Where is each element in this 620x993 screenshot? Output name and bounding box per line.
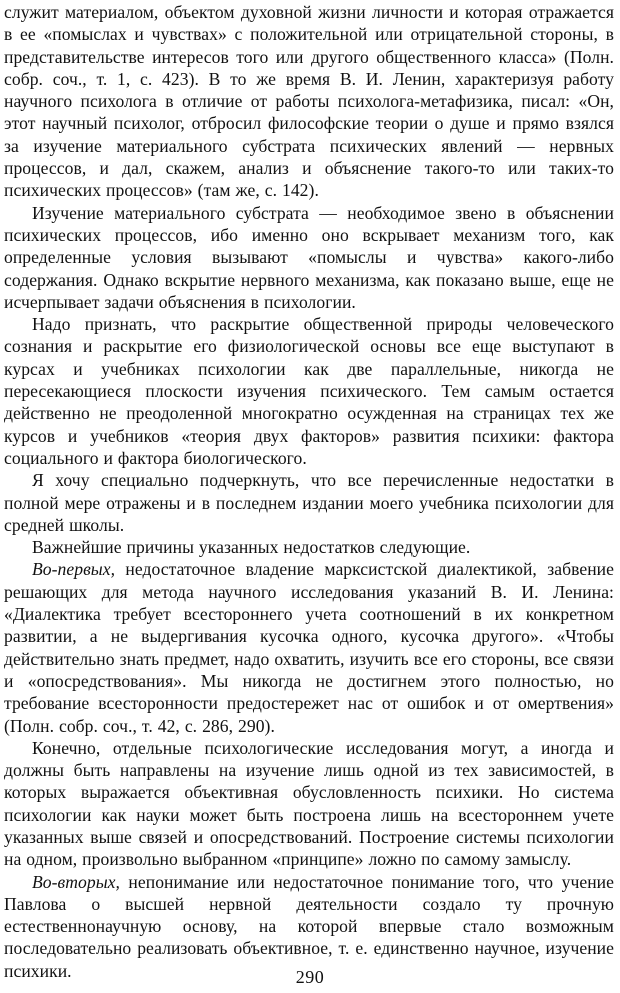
paragraph-2 [4, 202, 614, 313]
paragraph-4-text: Я хочу специально подчеркнуть, что все перечисленные недостатки в полной мере отражены и в последнем издании моего учебника психологии для средней школы. [4, 470, 614, 535]
paragraph-7 [4, 737, 614, 871]
paragraph-7-text: Конечно, отдельные психологические исследования могут, а иногда и должны быть направлены на изучение лишь одной из тех зависимостей, в которых выражается объективная обусловленность психики. Но система психологии как науки может быть построена лишь на всестороннем учете указанных выше связей и опосредствований. Построение системы психологии на одном, произвольно выбранном «принципе» ложно по самому замыслу. [4, 737, 614, 870]
paragraph-2-text: Изучение материального субстрата — необходимое звено в объяснении психических процессов, ибо именно оно вскрывает механизм того, как определенные условия вызывают «помыслы и чувства» какого-либо содержания. Однако вскрытие нервного механизма, как показано выше, еще не исчерпывает задачи объяснения в психологии. [4, 202, 614, 312]
paragraph-1-text: служит материалом, объектом духовной жизни личности и которая отражается в ее «помыслах и чувствах» с положительной или отрицательной стороны, в представительстве интересов того или другого общественного класса» (Полн. собр. соч., т. 1, с. 423). В то же время В. И. Ленин, характеризуя работу научного психолога в отличие от работы психолога-метафизика, писал: «Он, этот научный психолог, отбросил философские теории о душе и прямо взялся за изучение материального субстрата психических явлений — нервных процессов, и дал, скажем, анализ и объяснение такого-то или таких-то психических процессов» (там же, с. 142). [4, 2, 614, 201]
paragraph-5 [4, 536, 614, 558]
paragraph-4 [4, 469, 614, 536]
paragraph-6-text: недостаточное владение марксистской диалектикой, забвение решающих для метода научного исследования указаний В. И. Ленина: «Диалектика требует всестороннего учета соотношений в их конкретном развитии, а не выдергивания кусочка одного, кусочка другого». «Чтобы действительно знать предмет, надо охватить, изучить все его стороны, все связи и «опосредствования». Мы никогда не достигнем этого полностью, но требование всесторонности предостережет нас от ошибок и от омертвения» (Полн. собр. соч., т. 42, с. 286, 290). [4, 559, 614, 736]
paragraph-6-lead: Во-первых, [32, 559, 116, 580]
paragraph-3 [4, 313, 614, 469]
paragraph-8-lead: Во-вторых, [32, 871, 120, 892]
paragraph-3-text: Надо признать, что раскрытие общественной природы человеческого сознания и раскрытие его физиологической основы все еще выступают в курсах и учебниках психологии как две параллельные, никогда не пересекающиеся плоскости изучения психического. Тем самым остается действенно не преодоленной многократно осужденная на страницах тех же курсов и учебников «теория двух факторов» развития психики: фактора социального и фактора биологического. [4, 314, 614, 468]
page-number: 290 [295, 967, 325, 987]
paragraph-6 [4, 558, 614, 736]
body-text [4, 1, 614, 982]
paragraph-1 [4, 1, 614, 202]
paragraph-5-text: Важнейшие причины указанных недостатков следующие. [32, 537, 471, 558]
paragraph-8-text: непонимание или недостаточное понимание того, что учение Павлова о высшей нервной деятельности создало ту прочную естественнонаучную основу, на которой впервые стало возможным последовательно реализовать объективное, т. е. единственно научное, изучение психики. [4, 871, 614, 981]
